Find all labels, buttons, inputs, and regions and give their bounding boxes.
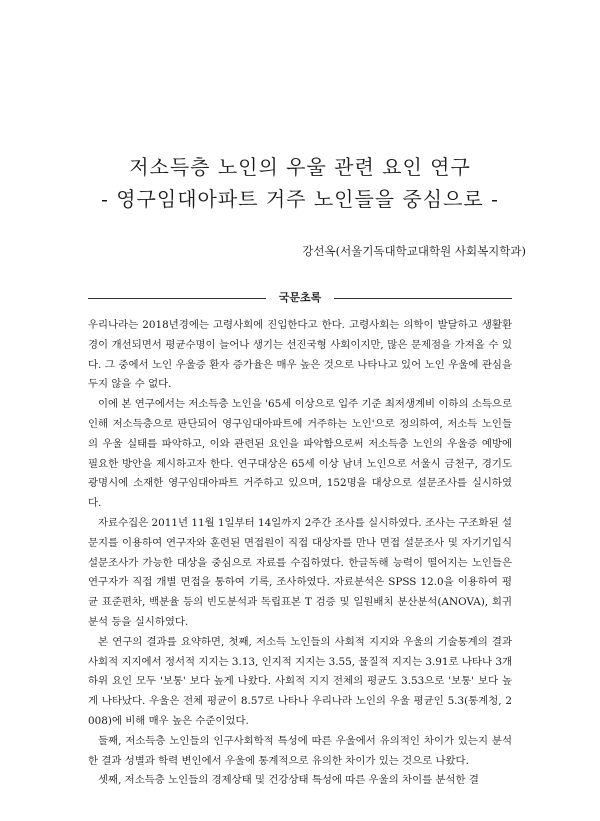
header-rule-left (88, 298, 266, 299)
paper-subtitle: - 영구임대아파트 거주 노인들을 중심으로 - (101, 187, 499, 211)
abstract-body (88, 316, 512, 791)
abstract-paragraph: 우리나라는 2018년경에는 고령사회에 진입한다고 한다. 고령사회는 의학이 발달하고 생활환경이 개선되면서 평균수명이 늘어나 생기는 선진국형 사회이지만, 많은 문제점을 가져올 수 있다. 그 중에서 노인 우울증 환자 증가율은 매우 높은 것으로 나타나고 있어 노인 우울에 관심을 두지 않을 수 없다. (88, 319, 512, 391)
header-rule-right (334, 298, 512, 299)
abstract-label: 국문초록 (278, 291, 322, 304)
title-block (0, 152, 600, 214)
author-affiliation: 강선옥(서울기독대학교대학원 사회복지학과) (302, 244, 526, 258)
abstract-paragraph: 셋째, 저소득층 노인들의 경제상태 및 건강상태 특성에 따른 우울의 차이를 분석한 결 (98, 774, 479, 787)
abstract-header (88, 290, 512, 306)
abstract-paragraph: 둘째, 저소득층 노인들의 인구사회학적 특성에 따른 우울에서 유의적인 차이가 있는지 분석한 결과 성별과 학력 변인에서 우울에 통계적으로 유의한 차이가 있는 것으로 나왔다. (88, 734, 512, 767)
abstract-paragraph: 자료수집은 2011년 11월 1일부터 14일까지 2주간 조사를 실시하였다. 조사는 구조화된 설문지를 이용하여 연구자와 훈련된 면접원이 직접 대상자를 만나 면접 설문조사 및 자기기입식 설문조사가 가능한 대상을 중심으로 자료를 수집하였다. 한글독해 능력이 떨어지는 노인들은 연구자가 직접 개별 면접을 통하여 기록, 조사하였다. 자료분석은 SPSS 12.0을 이용하여 평균 표준편차, 백분율 등의 빈도분석과 독립표본 T 검증 및 일원배치 분산분석(ANOVA), 회귀분석 등을 실시하였다. (88, 516, 512, 628)
abstract-paragraph: 본 연구의 결과를 요약하면, 첫째, 저소득 노인들의 사회적 지지와 우울의 기술통계의 결과 사회적 지지에서 정서적 지지는 3.13, 인지적 지지는 3.55, 물질적 지지는 3.91로 나타나 3개 하위 요인 모두 '보통' 보다 높게 나왔다. 사회적 지지 전체의 평균도 3.53으로 '보통' 보다 높게 나타났다. 우울은 전체 평균이 8.57로 나타나 우리나라 노인의 우울 평균인 5.3(통계청, 2008)에 비해 매우 높은 수준이었다. (88, 635, 512, 727)
paper-title: 저소득층 노인의 우울 관련 요인 연구 (129, 155, 471, 179)
abstract-paragraph: 이에 본 연구에서는 저소득층 노인을 '65세 이상으로 입주 기준 최저생계비 이하의 소득으로 인해 저소득층으로 판단되어 영구임대아파트에 거주하는 노인'으로 정의하여, 저소득 노인들의 우울 실태를 파악하고, 이와 관련된 요인을 파악함으로써 저소득층 노인의 우울증 예방에 필요한 방안을 제시하고자 한다. 연구대상은 65세 이상 남녀 노인으로 서울시 금천구, 경기도 광명시에 소재한 영구임대아파트 거주하고 있으며, 152명을 대상으로 설문조사를 실시하였다. (88, 398, 512, 510)
